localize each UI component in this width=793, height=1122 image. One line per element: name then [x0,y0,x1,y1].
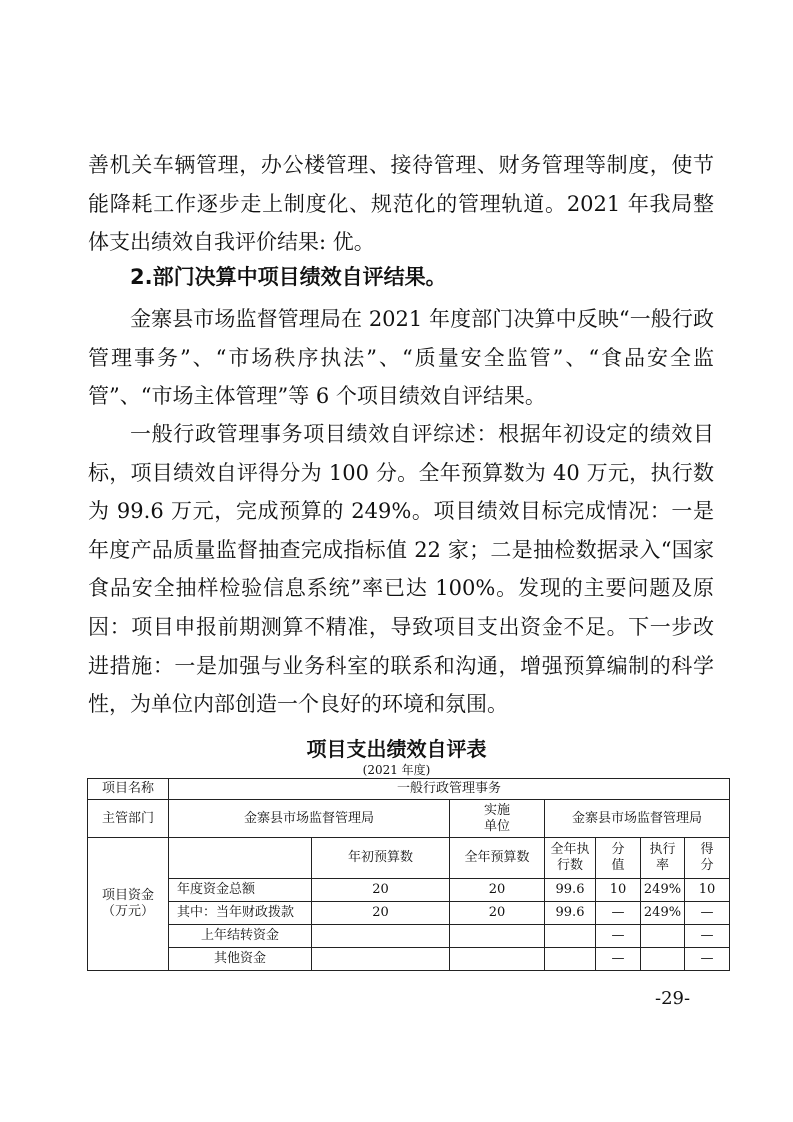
cell-initial: 20 [312,879,450,902]
table-subtitle: (2021 年度) [362,763,431,777]
page-number: -29- [655,988,691,1009]
table-row [88,948,730,971]
cell-exec: 99.6 [545,902,596,925]
performance-table [87,778,730,971]
cell-initial [312,925,450,948]
project-name-value: 一般行政管理事务 [169,779,730,800]
table-row [88,925,730,948]
cell-exec [545,948,596,971]
cell-value: — [596,948,641,971]
impl-value: 金寨县市场监督管理局 [545,800,730,838]
header-initial-budget: 年初预算数 [312,838,450,879]
impl-label: 实施单位 [450,800,545,838]
cell-value: 10 [596,879,641,902]
row-label: 其中：当年财政拨款 [169,902,312,925]
cell-score: — [685,948,730,971]
row-label: 其他资金 [169,948,312,971]
table-title: 项目支出绩效自评表 [306,737,487,761]
cell-rate: 249% [641,879,685,902]
cell-rate [641,925,685,948]
header-score: 得分 [685,838,730,879]
body-paragraph-2: 金寨县市场监督管理局在 2021 年度部门决算中反映“一般行政管理事务”、“市场秩序执法”、“质量安全监管”、“食品安全监管”、“市场主体管理”等 6 个项目绩效自评结果。 [88,307,714,409]
header-annual-budget: 全年预算数 [450,838,545,879]
cell-annual [450,925,545,948]
cell-annual: 20 [450,879,545,902]
header-blank [169,838,312,879]
cell-initial: 20 [312,902,450,925]
table-row-project-name [88,779,730,800]
header-annual-exec: 全年执行数 [545,838,596,879]
cell-value: — [596,902,641,925]
dept-label: 主管部门 [88,800,169,838]
table-row [88,902,730,925]
cell-score: — [685,902,730,925]
row-label: 年度资金总额 [169,879,312,902]
funds-label: 项目资金（万元） [88,838,169,971]
cell-value: — [596,925,641,948]
dept-value: 金寨县市场监督管理局 [169,800,450,838]
cell-rate: 249% [641,902,685,925]
cell-annual: 20 [450,902,545,925]
table-row-fund-headers [88,838,730,879]
body-paragraph-1: 善机关车辆管理，办公楼管理、接待管理、财务管理等制度，使节能降耗工作逐步走上制度化、规范化的管理轨道。2021 年我局整体支出绩效自我评价结果: 优。 [88,153,714,255]
table-row-dept [88,800,730,838]
body-paragraph-3: 一般行政管理事务项目绩效自评综述：根据年初设定的绩效目标，项目绩效自评得分为 100 分。全年预算数为 40 万元，执行数为 99.6 万元，完成预算的 249%。项目绩效目标完成情况：一是年度产品质量监督抽查完成指标值 22 家；二是抽检数据录入“国家食品安全抽样检验信息系统”率已达 100%。发现的主要问题及原因：项目申报前期测算不精准，导致项目支出资金不足。下一步改进措施：一是加强与业务科室的联系和沟通，增强预算编制的科学性，为单位内部创造一个良好的环境和氛围。 [88,422,714,717]
cell-score: 10 [685,879,730,902]
cell-score: — [685,925,730,948]
cell-exec [545,925,596,948]
project-name-label: 项目名称 [88,779,169,800]
cell-annual [450,948,545,971]
cell-exec: 99.6 [545,879,596,902]
row-label: 上年结转资金 [169,925,312,948]
cell-initial [312,948,450,971]
table-row [88,879,730,902]
section-heading: 2.部门决算中项目绩效自评结果。 [130,265,447,289]
cell-rate [641,948,685,971]
header-exec-rate: 执行率 [641,838,685,879]
header-score-value: 分值 [596,838,641,879]
